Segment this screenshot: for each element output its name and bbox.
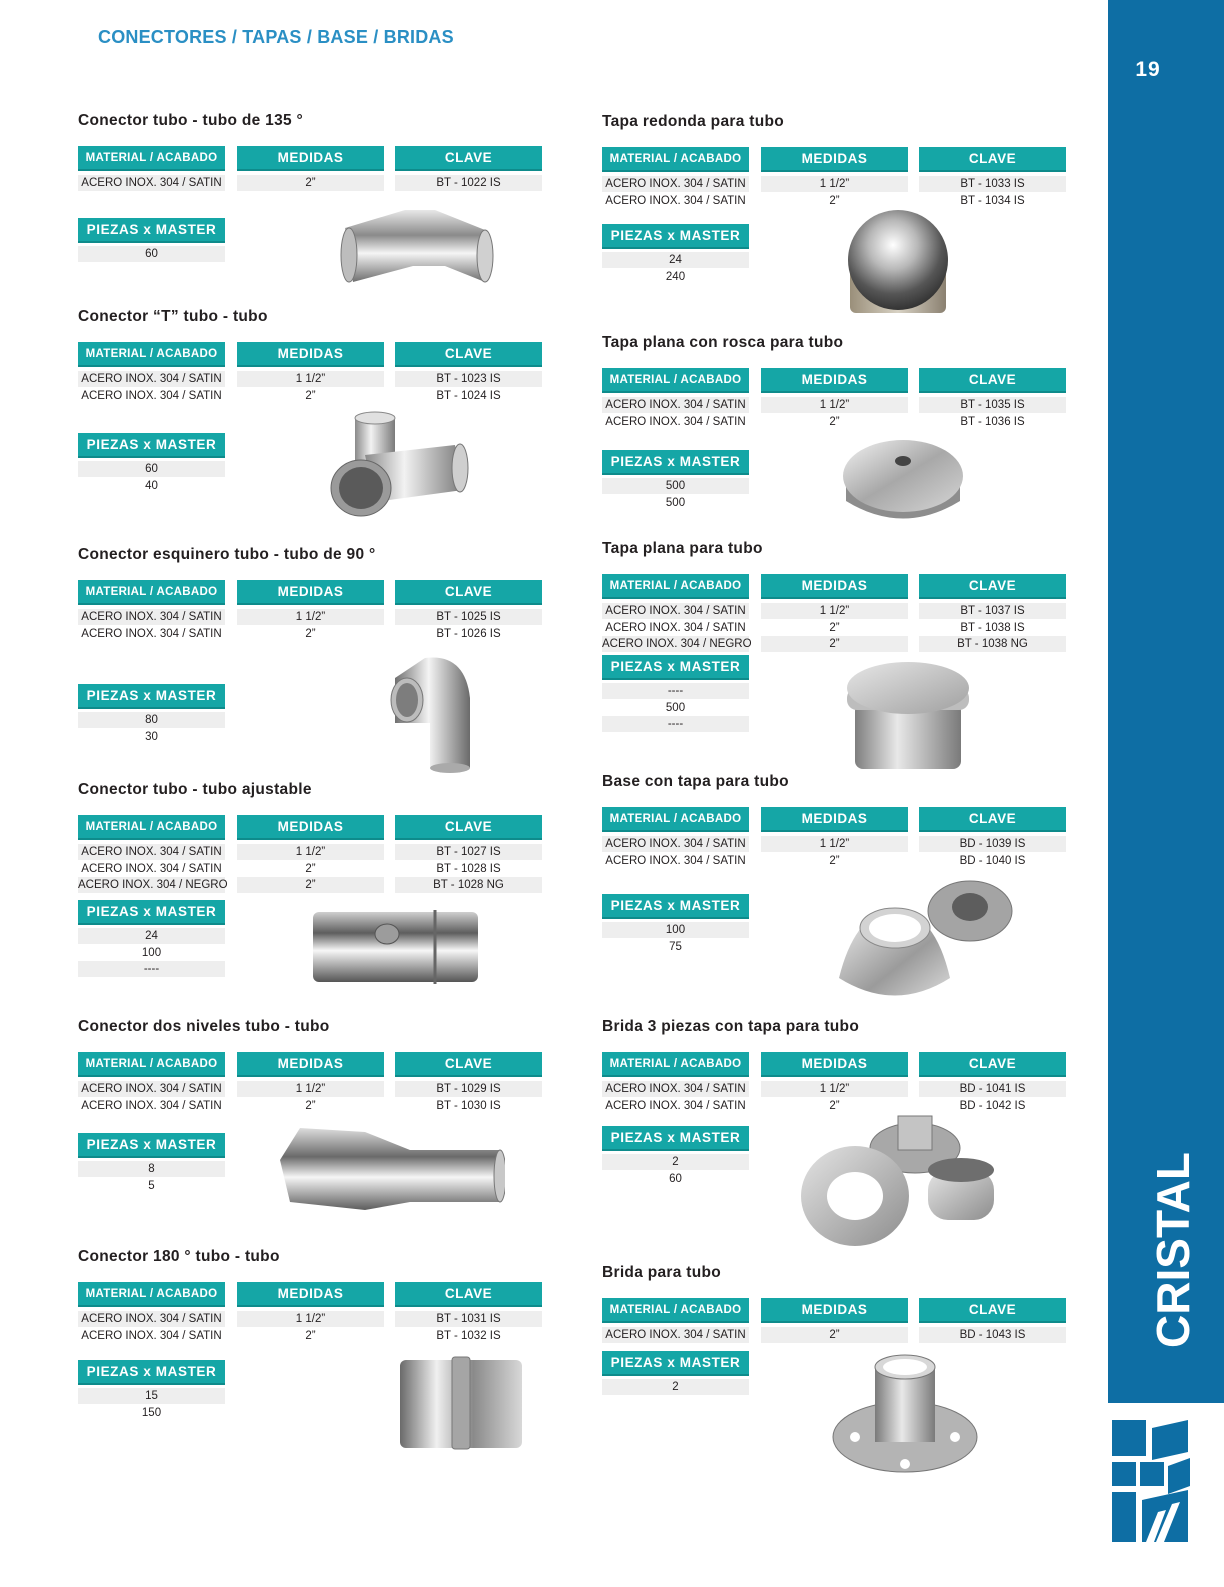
medida-cell: 1 1/2” (761, 397, 908, 413)
product-title: Conector dos niveles tubo - tubo (78, 1018, 330, 1035)
table-row (602, 1154, 749, 1171)
piezas-cell: 60 (669, 1172, 682, 1185)
table-row (602, 397, 1072, 414)
piezas-table (602, 1154, 749, 1187)
piezas-header: PIEZAS x MASTER (602, 450, 749, 475)
clave-cell: BD - 1040 IS (959, 854, 1026, 867)
medida-cell: 2” (829, 194, 840, 207)
piezas-cell: 24 (602, 252, 749, 268)
table-row (602, 495, 749, 512)
piezas-cell: 500 (602, 478, 749, 494)
medida-cell: 2” (237, 877, 384, 893)
material-header: MATERIAL / ACABADO (78, 1282, 225, 1307)
brand-logo-icon (1108, 1418, 1208, 1546)
piezas-cell: 100 (141, 946, 162, 959)
flange-image (830, 1352, 980, 1477)
material-cell: ACERO INOX. 304 / SATIN (602, 1081, 749, 1097)
piezas-table (602, 1379, 749, 1396)
table-row (78, 609, 548, 626)
piezas-header: PIEZAS x MASTER (602, 655, 749, 680)
table-row (602, 414, 1072, 431)
spec-table (602, 176, 1072, 209)
material-header: MATERIAL / ACABADO (78, 146, 225, 171)
clave-header: CLAVE (919, 574, 1066, 599)
piezas-header: PIEZAS x MASTER (78, 1360, 225, 1385)
clave-header: CLAVE (395, 580, 542, 605)
clave-header: CLAVE (919, 807, 1066, 832)
material-header: MATERIAL / ACABADO (602, 574, 749, 599)
piezas-cell: 24 (78, 928, 225, 944)
connector-t-image (325, 410, 475, 518)
table-row (78, 712, 225, 729)
material-cell: ACERO INOX. 304 / SATIN (602, 603, 749, 619)
table-row (78, 388, 548, 405)
medida-cell: 2” (305, 1099, 316, 1112)
brand-label (1147, 1152, 1199, 1348)
clave-header: CLAVE (395, 342, 542, 367)
spec-table (78, 844, 548, 894)
medida-cell: 2” (761, 636, 908, 652)
piezas-header: PIEZAS x MASTER (602, 1351, 749, 1376)
medida-cell: 2” (305, 627, 316, 640)
clave-header: CLAVE (919, 368, 1066, 393)
piezas-cell: 15 (78, 1388, 225, 1404)
product-title: Conector esquinero tubo - tubo de 90 ° (78, 546, 376, 563)
spec-table (78, 1081, 548, 1114)
medida-cell: 1 1/2” (761, 1081, 908, 1097)
clave-cell: BT - 1035 IS (919, 397, 1066, 413)
material-header: MATERIAL / ACABADO (602, 807, 749, 832)
material-cell: ACERO INOX. 304 / NEGRO (78, 879, 228, 891)
product-title: Tapa plana con rosca para tubo (602, 334, 844, 351)
medida-cell: 1 1/2” (237, 371, 384, 387)
piezas-cell: 500 (665, 701, 686, 714)
medidas-header: MEDIDAS (237, 815, 384, 840)
table-row (602, 939, 749, 956)
material-cell: ACERO INOX. 304 / SATIN (602, 1327, 749, 1343)
piezas-table (78, 928, 225, 978)
medida-cell: 1 1/2” (237, 609, 384, 625)
medida-cell: 1 1/2” (761, 603, 908, 619)
material-header: MATERIAL / ACABADO (602, 147, 749, 172)
piezas-header: PIEZAS x MASTER (78, 684, 225, 709)
piezas-table (602, 252, 749, 285)
page-title: CONECTORES / TAPAS / BASE / BRIDAS (98, 27, 454, 47)
flat-cap-image (843, 658, 973, 773)
material-cell: ACERO INOX. 304 / SATIN (81, 862, 222, 875)
material-cell: ACERO INOX. 304 / SATIN (78, 175, 225, 191)
medida-cell: 1 1/2” (761, 836, 908, 852)
flat-threaded-cap-image (838, 436, 968, 531)
clave-cell: BT - 1032 IS (436, 1329, 501, 1342)
clave-cell: BD - 1043 IS (919, 1327, 1066, 1343)
piezas-header: PIEZAS x MASTER (78, 900, 225, 925)
material-header: MATERIAL / ACABADO (78, 580, 225, 605)
clave-cell: BT - 1038 NG (919, 636, 1066, 652)
medidas-header: MEDIDAS (761, 368, 908, 393)
product-title: Conector tubo - tubo de 135 ° (78, 112, 304, 129)
material-cell: ACERO INOX. 304 / NEGRO (602, 638, 752, 650)
medida-cell: 2” (305, 1329, 316, 1342)
spec-table (78, 371, 548, 404)
product-section (602, 540, 1067, 756)
material-header: MATERIAL / ACABADO (78, 815, 225, 840)
material-header: MATERIAL / ACABADO (602, 368, 749, 393)
table-row (602, 1379, 749, 1396)
material-header: MATERIAL / ACABADO (78, 342, 225, 367)
clave-cell: BD - 1042 IS (959, 1099, 1026, 1112)
connector-90-image (385, 648, 475, 773)
piezas-cell: ---- (602, 683, 749, 699)
connector-two-levels-image (270, 1120, 505, 1215)
material-cell: ACERO INOX. 304 / SATIN (81, 1099, 222, 1112)
table-row (602, 252, 749, 269)
clave-cell: BT - 1028 NG (395, 877, 542, 893)
material-header: MATERIAL / ACABADO (602, 1298, 749, 1323)
material-cell: ACERO INOX. 304 / SATIN (602, 176, 749, 192)
spec-table (602, 1327, 1072, 1344)
material-cell: ACERO INOX. 304 / SATIN (602, 836, 749, 852)
clave-cell: BT - 1038 IS (960, 621, 1025, 634)
medida-cell: 2” (305, 862, 316, 875)
material-cell: ACERO INOX. 304 / SATIN (605, 854, 746, 867)
clave-cell: BT - 1026 IS (436, 627, 501, 640)
piezas-cell: 500 (665, 496, 686, 509)
clave-header: CLAVE (395, 1052, 542, 1077)
product-title: Conector tubo - tubo ajustable (78, 781, 312, 798)
page-number: 19 (1135, 58, 1161, 81)
table-row (602, 1327, 1072, 1344)
table-row (602, 836, 1072, 853)
table-row (78, 1098, 548, 1115)
piezas-cell: 2 (602, 1379, 749, 1395)
table-row (78, 1161, 225, 1178)
piezas-cell: 30 (145, 730, 158, 743)
product-title: Base con tapa para tubo (602, 773, 789, 790)
clave-header: CLAVE (919, 147, 1066, 172)
table-row (78, 945, 225, 962)
medida-cell: 2” (829, 415, 840, 428)
clave-header: CLAVE (919, 1052, 1066, 1077)
product-section (602, 113, 1067, 329)
spec-table (602, 397, 1072, 430)
material-cell: ACERO INOX. 304 / SATIN (78, 609, 225, 625)
medida-cell: 2” (829, 621, 840, 634)
table-row (602, 620, 1072, 637)
clave-cell: BD - 1041 IS (919, 1081, 1066, 1097)
piezas-cell: 8 (78, 1161, 225, 1177)
medida-cell: 1 1/2” (237, 1081, 384, 1097)
table-row (602, 193, 1072, 210)
table-row (78, 461, 225, 478)
product-title: Conector 180 ° tubo - tubo (78, 1248, 280, 1265)
piezas-table (78, 246, 225, 263)
three-piece-flange-image (800, 1108, 1000, 1248)
table-row (602, 269, 749, 286)
table-row (78, 1328, 548, 1345)
clave-cell: BT - 1025 IS (395, 609, 542, 625)
material-header: MATERIAL / ACABADO (78, 1052, 225, 1077)
clave-header: CLAVE (919, 1298, 1066, 1323)
clave-cell: BT - 1037 IS (919, 603, 1066, 619)
table-row (602, 683, 749, 700)
medida-cell: 2” (305, 389, 316, 402)
clave-cell: BT - 1023 IS (395, 371, 542, 387)
medidas-header: MEDIDAS (237, 342, 384, 367)
medidas-header: MEDIDAS (237, 146, 384, 171)
table-row (78, 1405, 225, 1422)
piezas-cell: 2 (602, 1154, 749, 1170)
material-cell: ACERO INOX. 304 / SATIN (605, 621, 746, 634)
piezas-header: PIEZAS x MASTER (602, 224, 749, 249)
table-row (78, 877, 548, 894)
product-title: Tapa plana para tubo (602, 540, 763, 557)
table-row (78, 1388, 225, 1405)
piezas-cell: 40 (145, 479, 158, 492)
piezas-cell: 100 (602, 922, 749, 938)
piezas-table (602, 922, 749, 955)
clave-cell: BT - 1027 IS (395, 844, 542, 860)
medida-cell: 2” (761, 1327, 908, 1343)
spec-table (78, 1311, 548, 1344)
medida-cell: 2” (237, 175, 384, 191)
spec-table (78, 609, 548, 642)
material-cell: ACERO INOX. 304 / SATIN (605, 415, 746, 428)
piezas-table (78, 461, 225, 494)
material-cell: ACERO INOX. 304 / SATIN (81, 1329, 222, 1342)
material-cell: ACERO INOX. 304 / SATIN (605, 1099, 746, 1112)
table-row (78, 729, 225, 746)
piezas-table (78, 1388, 225, 1421)
table-row (78, 246, 225, 263)
table-row (602, 1081, 1072, 1098)
table-row (602, 478, 749, 495)
table-row (602, 1171, 749, 1188)
table-row (602, 176, 1072, 193)
piezas-cell: 60 (78, 246, 225, 262)
clave-cell: BT - 1036 IS (960, 415, 1025, 428)
product-title: Brida para tubo (602, 1264, 722, 1281)
medidas-header: MEDIDAS (761, 1052, 908, 1077)
material-cell: ACERO INOX. 304 / SATIN (81, 627, 222, 640)
table-row (78, 844, 548, 861)
table-row (602, 636, 1072, 653)
clave-cell: BT - 1029 IS (395, 1081, 542, 1097)
spec-table (602, 836, 1072, 869)
spec-table (78, 175, 548, 192)
medidas-header: MEDIDAS (237, 1052, 384, 1077)
material-cell: ACERO INOX. 304 / SATIN (605, 194, 746, 207)
table-row (78, 175, 548, 192)
material-header: MATERIAL / ACABADO (602, 1052, 749, 1077)
table-row (602, 700, 749, 717)
table-row (602, 603, 1072, 620)
medidas-header: MEDIDAS (761, 807, 908, 832)
connector-135-image (335, 200, 500, 295)
table-row (78, 1081, 548, 1098)
piezas-cell: 75 (669, 940, 682, 953)
piezas-header: PIEZAS x MASTER (602, 1126, 749, 1151)
table-row (78, 371, 548, 388)
piezas-cell: 80 (78, 712, 225, 728)
material-cell: ACERO INOX. 304 / SATIN (78, 371, 225, 387)
table-row (78, 861, 548, 878)
clave-cell: BT - 1031 IS (395, 1311, 542, 1327)
piezas-header: PIEZAS x MASTER (602, 894, 749, 919)
medidas-header: MEDIDAS (761, 1298, 908, 1323)
medida-cell: 2” (829, 854, 840, 867)
table-row (602, 716, 749, 733)
piezas-table (78, 1161, 225, 1194)
base-cap-image (835, 873, 1015, 1008)
piezas-cell: ---- (602, 716, 749, 732)
connector-adjustable-image (305, 900, 485, 992)
clave-header: CLAVE (395, 815, 542, 840)
material-cell: ACERO INOX. 304 / SATIN (78, 844, 225, 860)
clave-cell: BT - 1033 IS (919, 176, 1066, 192)
medida-cell: 1 1/2” (237, 1311, 384, 1327)
table-row (78, 1311, 548, 1328)
clave-header: CLAVE (395, 146, 542, 171)
clave-cell: BT - 1030 IS (436, 1099, 501, 1112)
piezas-table (602, 478, 749, 511)
medidas-header: MEDIDAS (237, 1282, 384, 1307)
table-row (78, 961, 225, 978)
product-title: Conector “T” tubo - tubo (78, 308, 268, 325)
clave-header: CLAVE (395, 1282, 542, 1307)
medida-cell: 2” (829, 1099, 840, 1112)
piezas-cell: ---- (78, 961, 225, 977)
material-cell: ACERO INOX. 304 / SATIN (602, 397, 749, 413)
clave-cell: BT - 1034 IS (960, 194, 1025, 207)
medida-cell: 1 1/2” (761, 176, 908, 192)
medidas-header: MEDIDAS (237, 580, 384, 605)
material-cell: ACERO INOX. 304 / SATIN (78, 1311, 225, 1327)
clave-cell: BT - 1028 IS (436, 862, 501, 875)
piezas-cell: 60 (78, 461, 225, 477)
clave-cell: BD - 1039 IS (919, 836, 1066, 852)
table-row (78, 1178, 225, 1195)
piezas-table (602, 683, 749, 733)
piezas-header: PIEZAS x MASTER (78, 1133, 225, 1158)
piezas-cell: 150 (141, 1406, 162, 1419)
piezas-cell: 5 (148, 1179, 155, 1192)
connector-180-image (398, 1355, 523, 1450)
piezas-table (78, 712, 225, 745)
product-title: Brida 3 piezas con tapa para tubo (602, 1018, 860, 1035)
table-row (78, 478, 225, 495)
medidas-header: MEDIDAS (761, 574, 908, 599)
medidas-header: MEDIDAS (761, 147, 908, 172)
piezas-header: PIEZAS x MASTER (78, 218, 225, 243)
clave-cell: BT - 1024 IS (436, 389, 501, 402)
table-row (78, 626, 548, 643)
round-cap-image (840, 205, 955, 317)
material-cell: ACERO INOX. 304 / SATIN (81, 389, 222, 402)
table-row (78, 928, 225, 945)
brand-text: CRISTAL (1147, 1152, 1199, 1348)
clave-cell: BT - 1022 IS (395, 175, 542, 191)
spec-table (602, 603, 1072, 653)
table-row (602, 922, 749, 939)
product-section (602, 334, 1067, 550)
medida-cell: 1 1/2” (237, 844, 384, 860)
piezas-header: PIEZAS x MASTER (78, 433, 225, 458)
product-title: Tapa redonda para tubo (602, 113, 784, 130)
material-cell: ACERO INOX. 304 / SATIN (78, 1081, 225, 1097)
table-row (602, 853, 1072, 870)
piezas-cell: 240 (665, 270, 686, 283)
